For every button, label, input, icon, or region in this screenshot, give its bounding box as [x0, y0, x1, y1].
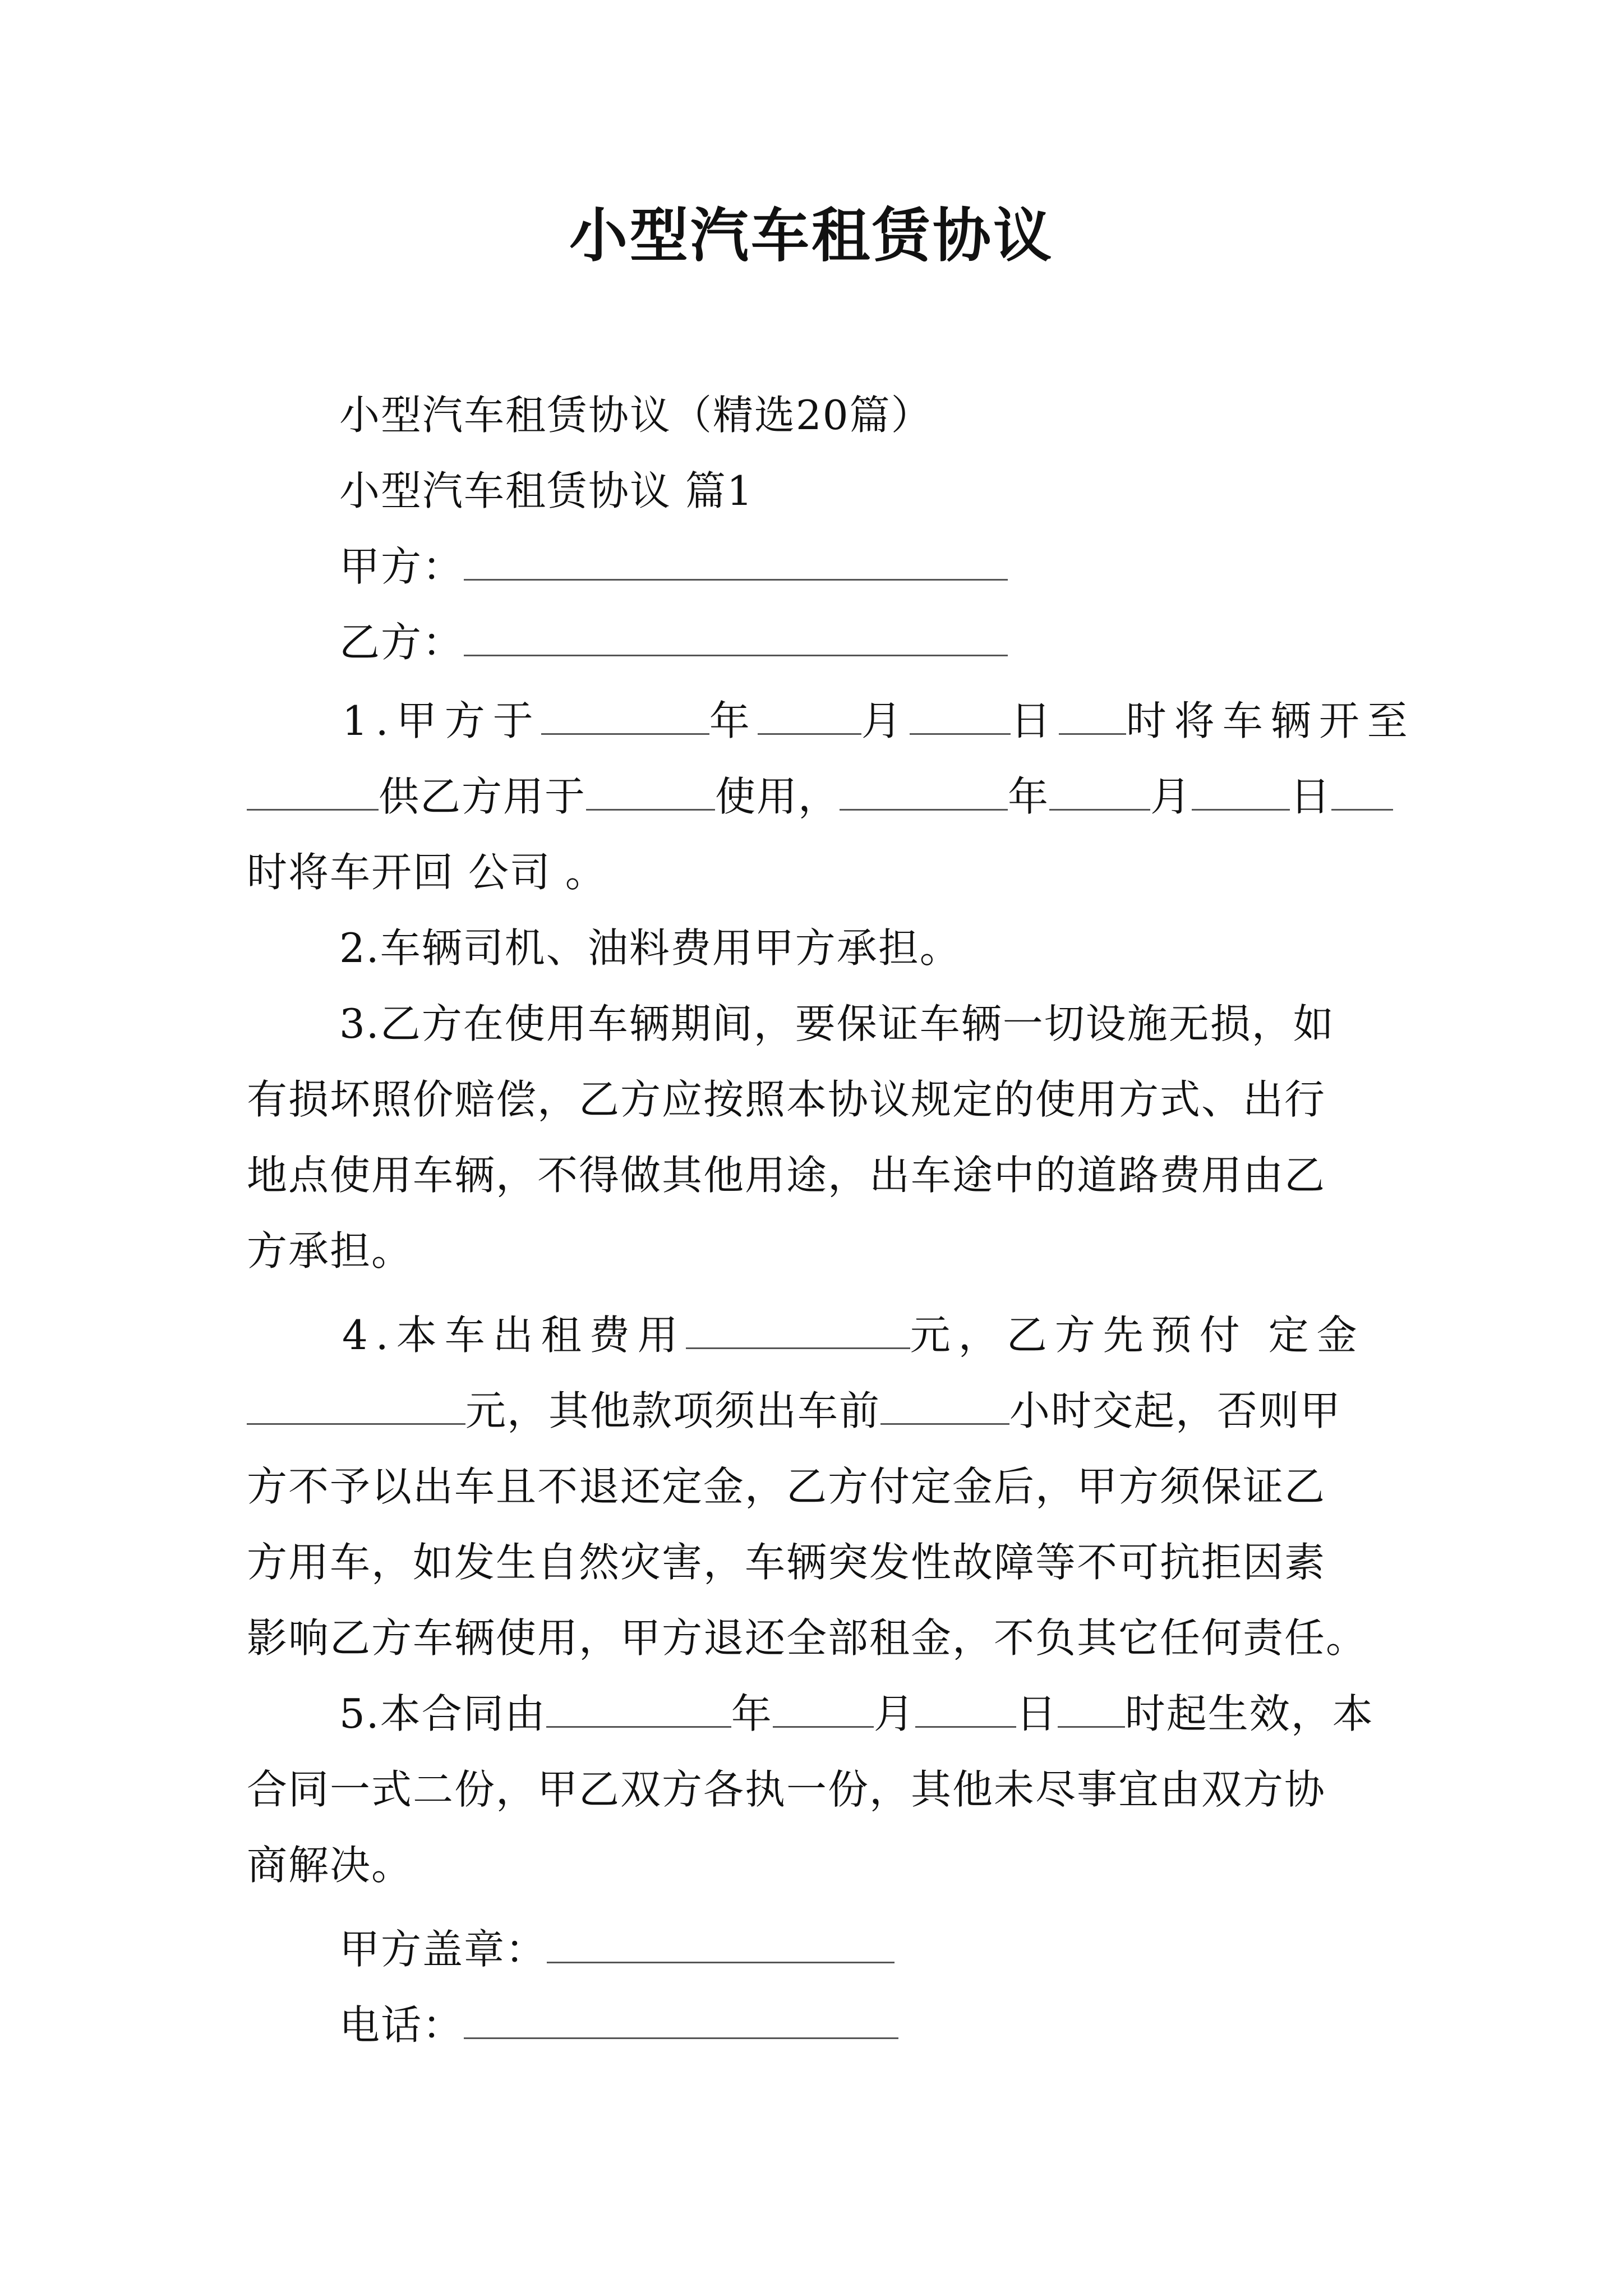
party-a-label: 甲方：	[339, 543, 464, 590]
blank	[247, 1384, 465, 1425]
blank	[1192, 770, 1290, 811]
blank	[1059, 694, 1126, 735]
clause4-line2	[247, 1383, 1341, 1439]
clause1-use: 供乙方用于	[379, 773, 587, 820]
clause1-month: 月	[861, 697, 910, 744]
clause5-tail: 时起生效，本	[1124, 1690, 1374, 1737]
clause4-line4: 方用车，如发生自然灾害，车辆突发性故障等不可抗拒因素	[247, 1539, 1326, 1586]
clause5-day: 日	[1016, 1690, 1058, 1737]
blank	[880, 1384, 1009, 1425]
blank	[586, 770, 715, 811]
blank	[840, 770, 1008, 811]
clause1-line1	[342, 693, 1415, 749]
party-b-line	[339, 614, 1008, 670]
clause3-line3: 地点使用车辆，不得做其他用途，出车途中的道路费用由乙	[247, 1152, 1326, 1199]
clause5-line3: 商解决。	[247, 1842, 413, 1889]
party-a-line	[339, 539, 1008, 595]
clause3-line2: 有损坏照价赔偿，乙方应按照本协议规定的使用方式、出行	[247, 1076, 1326, 1123]
clause5-year: 年	[731, 1690, 773, 1737]
phone-line	[339, 1997, 898, 2053]
clause1-year: 年	[709, 697, 758, 744]
clause2: 2.车辆司机、油料费用甲方承担。	[339, 924, 961, 972]
clause4-deposit: 元，乙方先预付 定金	[910, 1312, 1365, 1359]
clause4-line3: 方不予以出车且不退还定金，乙方付定金后，甲方须保证乙	[247, 1463, 1326, 1510]
chapter-heading: 小型汽车租赁协议 篇1	[339, 467, 754, 514]
blank	[915, 1687, 1016, 1728]
seal-label: 甲方盖章：	[339, 1926, 547, 1973]
clause4-other: 元，其他款项须出车前	[465, 1387, 881, 1434]
clause1-day2: 日	[1290, 773, 1332, 820]
blank	[247, 770, 379, 811]
party-a-blank	[464, 540, 1008, 581]
clause1-month2: 月	[1150, 773, 1192, 820]
clause5-prefix: 5.本合同由	[339, 1690, 546, 1737]
clause5-line1	[339, 1686, 1374, 1742]
phone-blank	[464, 1998, 898, 2039]
clause1-year2: 年	[1008, 773, 1050, 820]
blank	[541, 694, 709, 735]
blank	[686, 1308, 910, 1349]
clause1-hour: 时将车辆开至	[1126, 697, 1415, 744]
blank	[758, 694, 861, 735]
party-b-blank	[464, 615, 1008, 656]
clause5-line2: 合同一式二份，甲乙双方各执一份，其他未尽事宜由双方协	[247, 1766, 1326, 1813]
blank	[1049, 770, 1150, 811]
seal-blank	[547, 1922, 895, 1963]
seal-line	[339, 1921, 895, 1977]
document-title: 小型汽车租赁协议	[569, 201, 1054, 270]
clause4-line1	[342, 1307, 1365, 1363]
clause1-line2	[247, 769, 1393, 825]
clause4-hours: 小时交起，否则甲	[1009, 1387, 1342, 1434]
blank	[773, 1687, 874, 1728]
blank	[910, 694, 1011, 735]
clause3-line1: 3.乙方在使用车辆期间，要保证车辆一切设施无损，如	[339, 1000, 1335, 1047]
clause3-line4: 方承担。	[247, 1227, 413, 1274]
clause1-prefix: 1.甲方于	[342, 697, 541, 744]
blank	[1331, 770, 1393, 811]
clause1-usage: 使用，	[715, 773, 840, 820]
blank	[1058, 1687, 1125, 1728]
blank	[546, 1687, 731, 1728]
clause1-line3: 时将车开回 公司 。	[247, 849, 607, 896]
phone-label: 电话：	[339, 2001, 464, 2049]
subtitle: 小型汽车租赁协议（精选20篇）	[339, 392, 933, 439]
clause1-day: 日	[1010, 697, 1059, 744]
clause4-line5: 影响乙方车辆使用，甲方退还全部租金，不负其它任何责任。	[247, 1614, 1368, 1662]
party-b-label: 乙方：	[339, 619, 464, 666]
clause4-prefix: 4.本车出租费用	[342, 1312, 686, 1359]
clause5-month: 月	[873, 1690, 915, 1737]
